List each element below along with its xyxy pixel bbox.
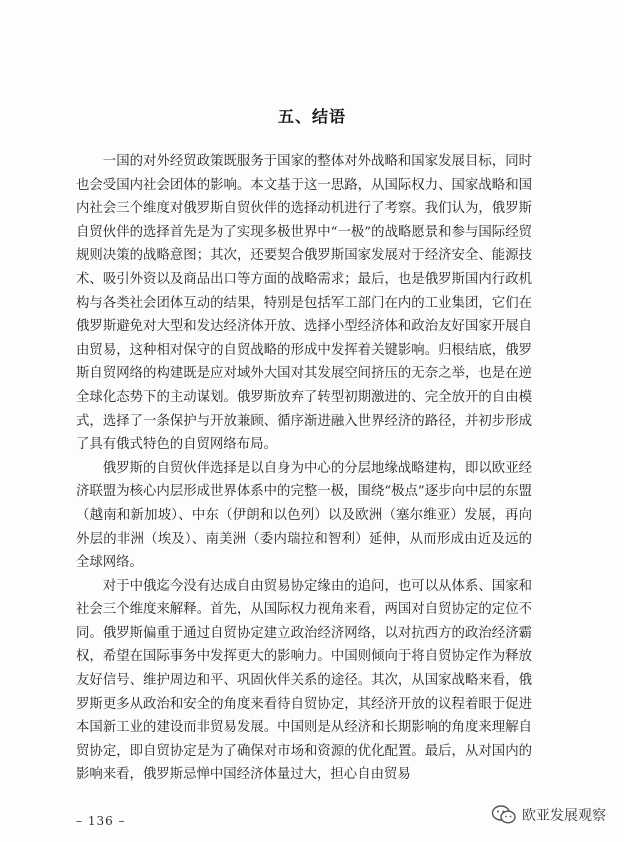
watermark [491, 802, 606, 828]
page-number: – 136 – [76, 814, 126, 828]
paragraph-2: 俄罗斯的自贸伙伴选择是以自身为中心的分层地缘战略建构，即以欧亚经济联盟为核心内层形成世界体系中的完整一极，围绕“极点”逐步向中层的东盟（越南和新加坡）、中东（伊朗和以色列）以及欧洲（塞尔维亚）发展，再向外层的非洲（埃及）、南美洲（委内瑞拉和智利）延伸，从而形成由近及远的全球网络。 [76, 460, 532, 571]
body-text [76, 150, 532, 787]
section-heading: 五、结语 [277, 107, 346, 126]
paragraph-3: 对于中俄迄今没有达成自由贸易协定缘由的追问，也可以从体系、国家和社会三个维度来解释。首先，从国际权力视角来看，两国对自贸协定的定位不同。俄罗斯偏重于通过自贸协定建立政治经济网络，以对抗西方的政治经济霸权，希望在国际事务中发挥更大的影响力。中国则倾向于将自贸协定作为释放友好信号、维护周边和平、巩固伙伴关系的途径。其次，从国家战略来看，俄罗斯更多从政治和安全的角度来看待自贸协定，其经济开放的议程着眼于促进本国新工业的建设而非贸易发展。中国则是从经济和长期影响的角度来理解自贸协定，即自贸协定是为了确保对市场和资源的优化配置。最后，从对国内的影响来看，俄罗斯忌惮中国经济体量过大，担心自由贸易 [76, 578, 532, 783]
wechat-icon [491, 804, 517, 826]
paragraph-1: 一国的对外经贸政策既服务于国家的整体对外战略和国家发展目标，同时也会受国内社会团体的影响。本文基于这一思路，从国际权力、国家战略和国内社会三个维度对俄罗斯自贸伙伴的选择动机进行了考察。我们认为，俄罗斯自贸伙伴的选择首先是为了实现多极世界中“一极”的战略愿景和参与国际经贸规则决策的战略意图；其次，还要契合俄罗斯国家发展对于经济安全、能源技术、吸引外资以及商品出口等方面的战略需求；最后，也是俄罗斯国内行政机构与各类社会团体互动的结果，特别是包括军工部门在内的工业集团，它们在俄罗斯避免对大型和发达经济体开放、选择小型经济体和政治友好国家开展自由贸易，这种相对保守的自贸战略的形成中发挥着关键影响。归根结底，俄罗斯自贸网络的构建既是应对域外大国对其发展空间挤压的无奈之举，也是在逆全球化态势下的主动谋划。俄罗斯放弃了转型初期激进的、完全放开的自由模式，选择了一条保护与开放兼顾、循序渐进融入世界经济的路径，并初步形成了具有俄式特色的自贸网络布局。 [76, 154, 532, 453]
watermark-text: 欧亚发展观察 [522, 808, 606, 824]
